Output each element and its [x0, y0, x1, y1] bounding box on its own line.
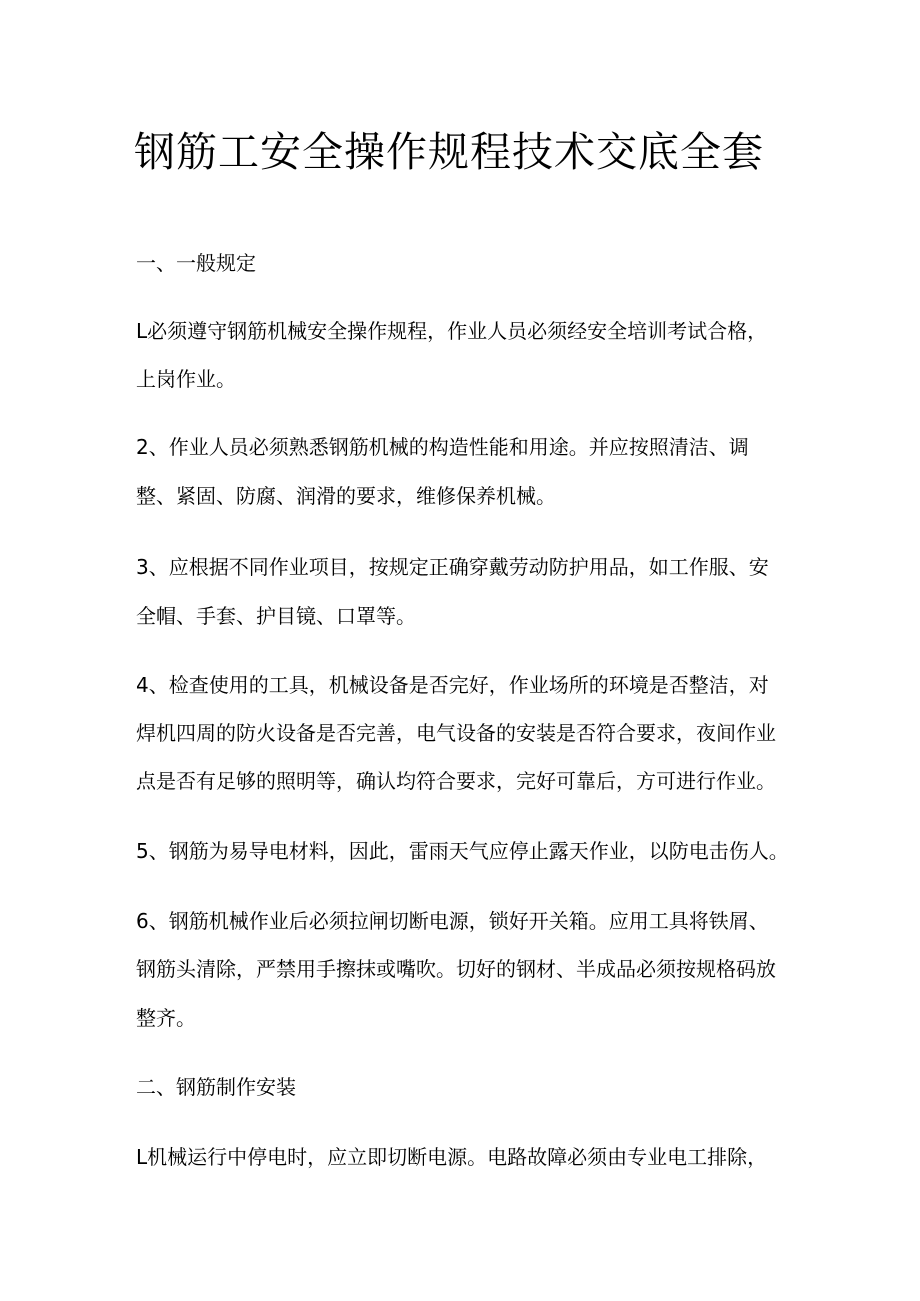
paragraph-line: 4、检查使用的工具，机械设备是否完好，作业场所的环境是否整洁，对	[136, 673, 769, 697]
document-title: 钢筋工安全操作规程技术交底全套	[134, 128, 764, 176]
section-heading-rebar-fabrication: 二、钢筋制作安装	[136, 1075, 296, 1099]
paragraph-line: 焊机四周的防火设备是否完善，电气设备的安装是否符合要求，夜间作业	[136, 721, 776, 745]
paragraph-line: 点是否有足够的照明等，确认均符合要求，完好可靠后，方可进行作业。	[136, 769, 776, 793]
paragraph-line: 5、钢筋为易导电材料，因此，雷雨天气应停止露天作业，以防电击伤人。	[136, 839, 789, 863]
paragraph-line: 6、钢筋机械作业后必须拉闸切断电源，锁好开关箱。应用工具将铁屑、	[136, 909, 769, 933]
paragraph-line: L机械运行中停电时，应立即切断电源。电路故障必须由专业电工排除，	[136, 1145, 768, 1169]
paragraph-line: 全帽、手套、护目镜、口罩等。	[136, 604, 416, 628]
paragraph-line: L必须遵守钢筋机械安全操作规程，作业人员必须经安全培训考试合格，	[136, 319, 768, 343]
section-heading-general: 一、一般规定	[136, 251, 256, 275]
paragraph-line: 整齐。	[136, 1006, 196, 1030]
paragraph-line: 上岗作业。	[136, 367, 236, 391]
paragraph-line: 3、应根据不同作业项目，按规定正确穿戴劳动防护用品，如工作服、安	[136, 555, 769, 579]
paragraph-line: 2、作业人员必须熟悉钢筋机械的构造性能和用途。并应按照清洁、调	[136, 435, 749, 459]
paragraph-line: 钢筋头清除，严禁用手擦抹或嘴吹。切好的钢材、半成品必须按规格码放	[136, 957, 776, 981]
paragraph-line: 整、紧固、防腐、润滑的要求，维修保养机械。	[136, 484, 556, 508]
